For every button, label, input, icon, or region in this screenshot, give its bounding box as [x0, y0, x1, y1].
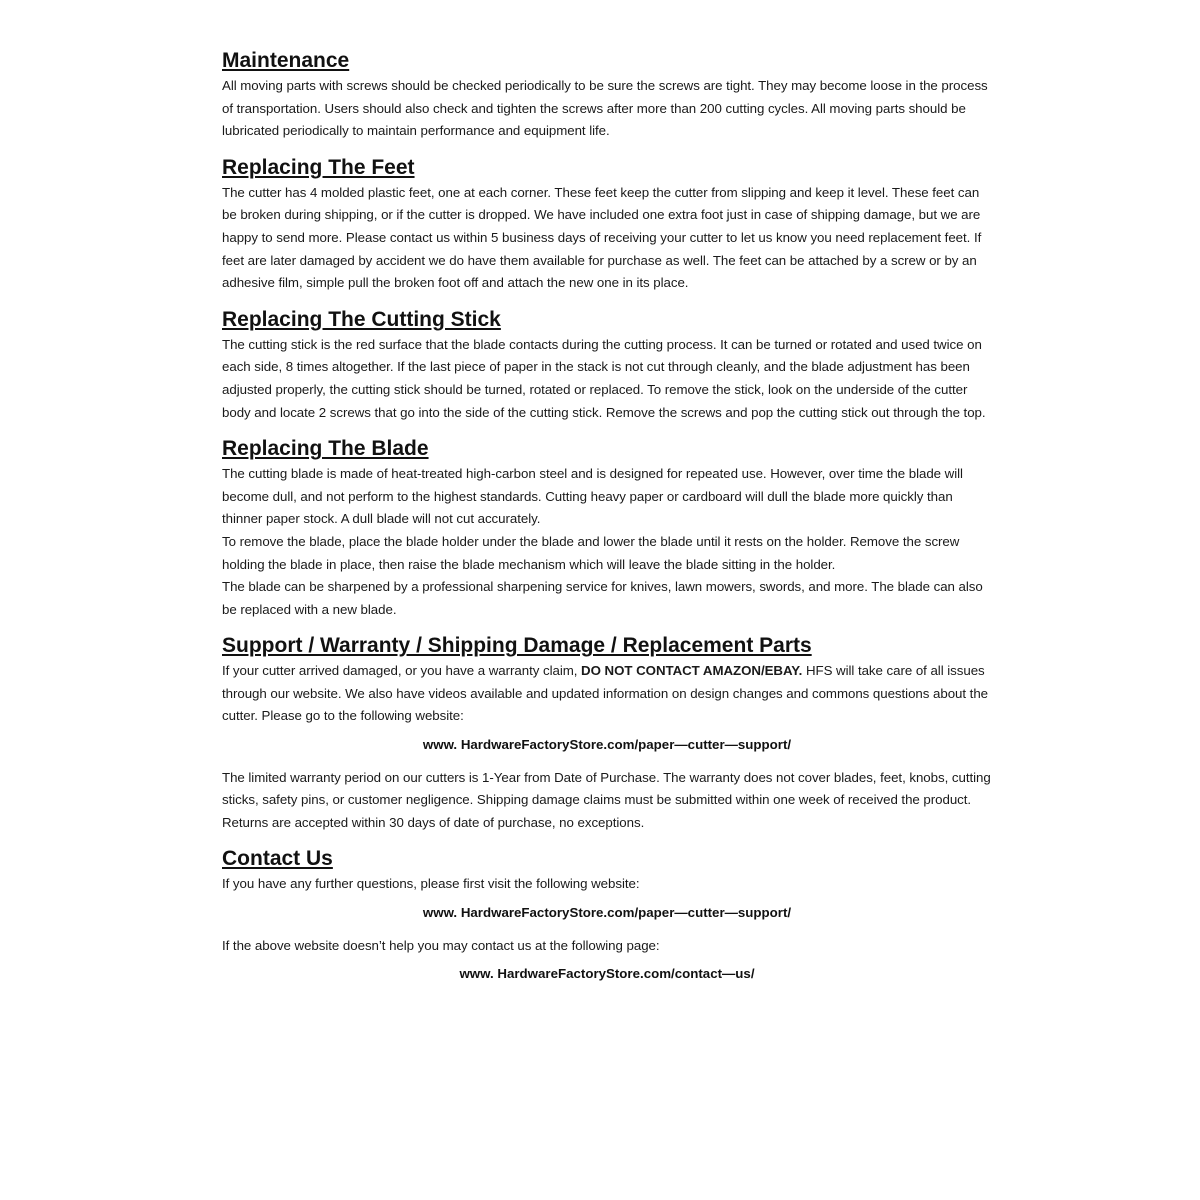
support-url-link[interactable]: www. HardwareFactoryStore.com/paper—cutter—support/	[422, 737, 792, 753]
contact-text-1: If you have any further questions, please first visit the following website:	[222, 876, 640, 892]
document-page	[222, 48, 992, 996]
maintenance-text: All moving parts with screws should be checked periodically to be sure the screws are tight. They may become loose in the process of transportation. Users should also check and tighten the screws after more than 200 cutting cycles. All moving parts should be lubricated periodically to maintain performance and equipment life.	[222, 78, 988, 139]
support-text-1	[222, 660, 992, 728]
feet-heading: Replacing The Feet	[222, 155, 415, 179]
contact-text-2: If the above website doesn’t help you may contact us at the following page:	[222, 937, 660, 953]
support-warning: DO NOT CONTACT AMAZON/EBAY.	[581, 663, 803, 679]
feet-text: The cutter has 4 molded plastic feet, one at each corner. These feet keep the cutter from slipping and keep it level. These feet can be broken during shipping, or if the cutter is dropped. We have included one extra foot just in case of shipping damage, but we are happy to send more. Please contact us within 5 business days of receiving your cutter to let us know you need replacement feet. If feet are later damaged by accident we do have them available for purchase as well. The feet can be attached by a screw or by an adhesive film, simple pull the broken foot off and attach the new one in its place.	[222, 184, 982, 291]
contact-section	[222, 846, 992, 985]
support-text-1-end: HFS will take care of all issues through our website. We also have videos available and updated information on design changes and commons questions about the cutter. Please go to the following website:	[222, 663, 989, 724]
support-text-1-start: If your cutter arrived damaged, or you have a warranty claim,	[222, 663, 582, 679]
cutting-stick-heading: Replacing The Cutting Stick	[222, 307, 501, 331]
blade-section	[222, 436, 992, 621]
blade-text-1: The cutting blade is made of heat-treated high-carbon steel and is designed for repeated use. However, over time the blade will become dull, and not perform to the highest standards. Cutting heavy paper or cardboard will dull the blade more quickly than thinner paper stock. A dull blade will not cut accurately.	[222, 466, 963, 527]
support-section	[222, 633, 992, 834]
blade-text-3: The blade can be sharpened by a professional sharpening service for knives, lawn mowers, swords, and more. The blade can also be replaced with a new blade.	[222, 579, 983, 617]
maintenance-heading: Maintenance	[222, 49, 350, 72]
blade-text-2: To remove the blade, place the blade holder under the blade and lower the blade until it rests on the holder. Remove the screw holding the blade in place, then raise the blade mechanism which will leave the blade sitting in the holder.	[222, 533, 960, 572]
cutting-stick-text: The cutting stick is the red surface that the blade contacts during the cutting process. It can be turned or rotated and used twice on each side, 8 times altogether. If the last piece of paper in the stack is not cut through cleanly, and the blade adjustment has been adjusted properly, the cutting stick should be turned, rotated or replaced. To remove the stick, look on the underside of the cutter body and locate 2 screws that go into the side of the cutting stick. Remove the screws and pop the cutting stick out through the top.	[222, 336, 986, 420]
support-heading: Support / Warranty / Shipping Damage / Replacement Parts	[222, 634, 812, 658]
contact-page-url-link[interactable]: www. HardwareFactoryStore.com/contact—us/	[459, 966, 755, 982]
contact-support-url-link[interactable]: www. HardwareFactoryStore.com/paper—cutter—support/	[422, 905, 792, 921]
contact-heading: Contact Us	[222, 847, 333, 871]
blade-heading: Replacing The Blade	[222, 437, 429, 461]
feet-section	[222, 155, 992, 295]
cutting-stick-section	[222, 307, 992, 424]
warranty-text: The limited warranty period on our cutters is 1-Year from Date of Purchase. The warranty does not cover blades, feet, knobs, cutting sticks, safety pins, or customer negligence. Shipping damage claims must be submitted within one week of received the product. Returns are accepted within 30 days of date of purchase, no exceptions.	[222, 769, 991, 830]
maintenance-section	[222, 48, 992, 143]
